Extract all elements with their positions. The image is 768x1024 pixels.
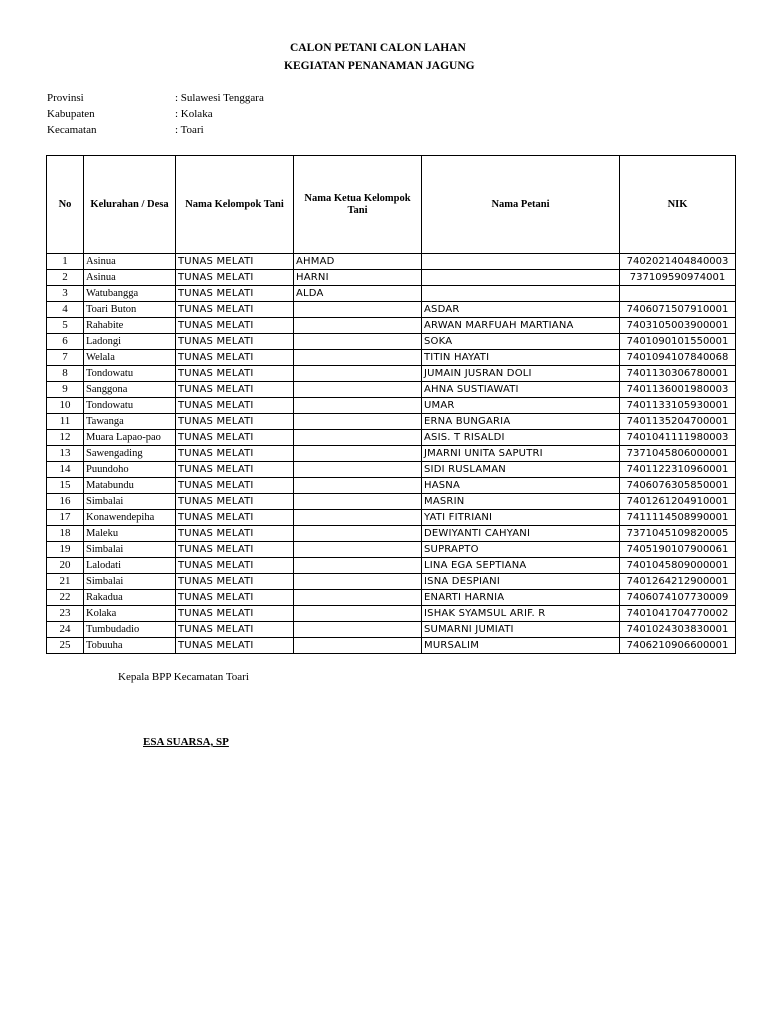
cell-desa: Simbalai [84, 494, 176, 510]
cell-desa: Simbalai [84, 542, 176, 558]
table-row [47, 302, 736, 318]
cell-kelompok: TUNAS MELATI [176, 430, 294, 446]
cell-kelompok: TUNAS MELATI [176, 382, 294, 398]
cell-ketua [294, 446, 422, 462]
cell-no: 3 [47, 286, 84, 302]
cell-kelompok: TUNAS MELATI [176, 478, 294, 494]
table-row [47, 478, 736, 494]
cell-ketua [294, 318, 422, 334]
kecamatan-value: : Toari [175, 124, 204, 136]
cell-ketua [294, 622, 422, 638]
cell-kelompok: TUNAS MELATI [176, 606, 294, 622]
table-row [47, 254, 736, 270]
cell-no: 8 [47, 366, 84, 382]
cell-no: 9 [47, 382, 84, 398]
cell-kelompok: TUNAS MELATI [176, 446, 294, 462]
cell-no: 15 [47, 478, 84, 494]
cell-ketua [294, 430, 422, 446]
cell-nik: 7401133105930001 [620, 398, 736, 414]
cell-kelompok: TUNAS MELATI [176, 254, 294, 270]
cell-desa: Rahabite [84, 318, 176, 334]
cell-desa: Kolaka [84, 606, 176, 622]
cell-ketua [294, 558, 422, 574]
cell-petani: AHNA SUSTIAWATI [422, 382, 620, 398]
cell-petani: ENARTI HARNIA [422, 590, 620, 606]
cell-no: 13 [47, 446, 84, 462]
cell-nik: 7401135204700001 [620, 414, 736, 430]
cell-ketua: HARNI [294, 270, 422, 286]
cell-nik: 7406074107730009 [620, 590, 736, 606]
cell-desa: Puundoho [84, 462, 176, 478]
cell-petani: ARWAN MARFUAH MARTIANA [422, 318, 620, 334]
cell-desa: Maleku [84, 526, 176, 542]
table-row [47, 606, 736, 622]
cell-nik: 7401041111980003 [620, 430, 736, 446]
cell-petani: UMAR [422, 398, 620, 414]
table-row [47, 462, 736, 478]
cell-nik: 7401024303830001 [620, 622, 736, 638]
cell-ketua [294, 398, 422, 414]
table-row [47, 334, 736, 350]
header-nik: NIK [620, 156, 736, 254]
cell-nik: 7406210906600001 [620, 638, 736, 654]
table-row [47, 638, 736, 654]
cell-no: 14 [47, 462, 84, 478]
cell-no: 21 [47, 574, 84, 590]
cell-desa: Watubangga [84, 286, 176, 302]
document-title-line2: KEGIATAN PENANAMAN JAGUNG [284, 60, 475, 72]
provinsi-value: : Sulawesi Tenggara [175, 92, 264, 104]
table-row [47, 558, 736, 574]
cell-petani [422, 270, 620, 286]
cell-kelompok: TUNAS MELATI [176, 398, 294, 414]
cell-no: 5 [47, 318, 84, 334]
cell-no: 24 [47, 622, 84, 638]
cell-no: 1 [47, 254, 84, 270]
cell-ketua [294, 606, 422, 622]
table-row [47, 270, 736, 286]
cell-petani: HASNA [422, 478, 620, 494]
cell-ketua [294, 350, 422, 366]
cell-ketua [294, 382, 422, 398]
table-row [47, 446, 736, 462]
table-row [47, 318, 736, 334]
cell-petani: ERNA BUNGARIA [422, 414, 620, 430]
cell-petani: SUMARNI JUMIATI [422, 622, 620, 638]
table-row [47, 398, 736, 414]
table-row [47, 430, 736, 446]
farmer-table [46, 155, 736, 654]
cell-kelompok: TUNAS MELATI [176, 558, 294, 574]
cell-nik: 7371045806000001 [620, 446, 736, 462]
header-ketua: Nama Ketua Kelompok Tani [294, 156, 422, 254]
cell-kelompok: TUNAS MELATI [176, 542, 294, 558]
signer-position: Kepala BPP Kecamatan Toari [118, 671, 249, 683]
cell-nik [620, 286, 736, 302]
cell-ketua [294, 478, 422, 494]
cell-no: 6 [47, 334, 84, 350]
header-petani: Nama Petani [422, 156, 620, 254]
kabupaten-label: Kabupaten [47, 108, 95, 120]
cell-petani: JMARNI UNITA SAPUTRI [422, 446, 620, 462]
cell-petani: ASIS. T RISALDI [422, 430, 620, 446]
cell-petani: MURSALIM [422, 638, 620, 654]
cell-desa: Tondowatu [84, 366, 176, 382]
cell-petani: SOKA [422, 334, 620, 350]
cell-petani: ISNA DESPIANI [422, 574, 620, 590]
cell-petani: YATI FITRIANI [422, 510, 620, 526]
cell-kelompok: TUNAS MELATI [176, 366, 294, 382]
cell-desa: Simbalai [84, 574, 176, 590]
cell-nik: 7401045809000001 [620, 558, 736, 574]
cell-kelompok: TUNAS MELATI [176, 414, 294, 430]
cell-desa: Lalodati [84, 558, 176, 574]
document-title-line1: CALON PETANI CALON LAHAN [290, 42, 466, 54]
cell-petani: SIDI RUSLAMAN [422, 462, 620, 478]
table-row [47, 382, 736, 398]
header-desa: Kelurahan / Desa [84, 156, 176, 254]
cell-kelompok: TUNAS MELATI [176, 462, 294, 478]
kabupaten-value: : Kolaka [175, 108, 213, 120]
cell-ketua [294, 334, 422, 350]
cell-ketua [294, 366, 422, 382]
cell-kelompok: TUNAS MELATI [176, 526, 294, 542]
cell-ketua [294, 414, 422, 430]
cell-kelompok: TUNAS MELATI [176, 270, 294, 286]
cell-nik: 7406076305850001 [620, 478, 736, 494]
cell-ketua [294, 462, 422, 478]
cell-petani: LINA EGA SEPTIANA [422, 558, 620, 574]
cell-kelompok: TUNAS MELATI [176, 638, 294, 654]
cell-nik: 7401090101550001 [620, 334, 736, 350]
cell-no: 16 [47, 494, 84, 510]
cell-desa: Tobuuha [84, 638, 176, 654]
cell-no: 22 [47, 590, 84, 606]
cell-ketua [294, 574, 422, 590]
cell-nik: 7405190107900061 [620, 542, 736, 558]
cell-nik: 7402021404840003 [620, 254, 736, 270]
cell-kelompok: TUNAS MELATI [176, 334, 294, 350]
table-row [47, 590, 736, 606]
cell-desa: Sawengading [84, 446, 176, 462]
cell-desa: Toari Buton [84, 302, 176, 318]
cell-ketua [294, 638, 422, 654]
cell-nik: 7401130306780001 [620, 366, 736, 382]
cell-petani: ISHAK SYAMSUL ARIF. R [422, 606, 620, 622]
table-row [47, 366, 736, 382]
cell-petani: DEWIYANTI CAHYANI [422, 526, 620, 542]
table-row [47, 510, 736, 526]
cell-desa: Tumbudadio [84, 622, 176, 638]
cell-nik: 737109590974001 [620, 270, 736, 286]
cell-no: 20 [47, 558, 84, 574]
cell-petani: ASDAR [422, 302, 620, 318]
cell-no: 12 [47, 430, 84, 446]
cell-nik: 7406071507910001 [620, 302, 736, 318]
cell-desa: Muara Lapao-pao [84, 430, 176, 446]
cell-petani: TITIN HAYATI [422, 350, 620, 366]
cell-desa: Sanggona [84, 382, 176, 398]
cell-no: 11 [47, 414, 84, 430]
cell-nik: 7401136001980003 [620, 382, 736, 398]
cell-nik: 7401041704770002 [620, 606, 736, 622]
cell-kelompok: TUNAS MELATI [176, 622, 294, 638]
cell-nik: 7401261204910001 [620, 494, 736, 510]
table-row [47, 574, 736, 590]
cell-no: 17 [47, 510, 84, 526]
cell-petani [422, 254, 620, 270]
table-row [47, 542, 736, 558]
cell-kelompok: TUNAS MELATI [176, 510, 294, 526]
cell-desa: Ladongi [84, 334, 176, 350]
cell-desa: Welala [84, 350, 176, 366]
cell-desa: Tondowatu [84, 398, 176, 414]
table-row [47, 414, 736, 430]
cell-kelompok: TUNAS MELATI [176, 318, 294, 334]
cell-ketua [294, 542, 422, 558]
cell-nik: 7411114508990001 [620, 510, 736, 526]
cell-no: 18 [47, 526, 84, 542]
cell-desa: Asinua [84, 270, 176, 286]
cell-petani [422, 286, 620, 302]
cell-kelompok: TUNAS MELATI [176, 574, 294, 590]
cell-desa: Matabundu [84, 478, 176, 494]
cell-petani: SUPRAPTO [422, 542, 620, 558]
cell-ketua: ALDA [294, 286, 422, 302]
cell-no: 25 [47, 638, 84, 654]
cell-desa: Tawanga [84, 414, 176, 430]
cell-kelompok: TUNAS MELATI [176, 286, 294, 302]
cell-desa: Konawendepiha [84, 510, 176, 526]
provinsi-label: Provinsi [47, 92, 84, 104]
cell-ketua [294, 526, 422, 542]
cell-petani: MASRIN [422, 494, 620, 510]
cell-ketua: AHMAD [294, 254, 422, 270]
cell-no: 10 [47, 398, 84, 414]
cell-nik: 7403105003900001 [620, 318, 736, 334]
cell-ketua [294, 302, 422, 318]
table-row [47, 622, 736, 638]
cell-kelompok: TUNAS MELATI [176, 302, 294, 318]
cell-ketua [294, 590, 422, 606]
cell-ketua [294, 510, 422, 526]
cell-kelompok: TUNAS MELATI [176, 350, 294, 366]
cell-no: 19 [47, 542, 84, 558]
table-row [47, 494, 736, 510]
cell-nik: 7401094107840068 [620, 350, 736, 366]
cell-petani: JUMAIN JUSRAN DOLI [422, 366, 620, 382]
cell-ketua [294, 494, 422, 510]
cell-no: 2 [47, 270, 84, 286]
cell-kelompok: TUNAS MELATI [176, 590, 294, 606]
cell-desa: Asinua [84, 254, 176, 270]
cell-no: 4 [47, 302, 84, 318]
cell-nik: 7401264212900001 [620, 574, 736, 590]
table-row [47, 286, 736, 302]
header-no: No [47, 156, 84, 254]
cell-no: 7 [47, 350, 84, 366]
cell-nik: 7401122310960001 [620, 462, 736, 478]
header-kelompok: Nama Kelompok Tani [176, 156, 294, 254]
table-row [47, 350, 736, 366]
signer-name: ESA SUARSA, SP [143, 736, 229, 748]
kecamatan-label: Kecamatan [47, 124, 97, 136]
cell-kelompok: TUNAS MELATI [176, 494, 294, 510]
table-row [47, 526, 736, 542]
table-header-row [47, 156, 736, 254]
cell-nik: 7371045109820005 [620, 526, 736, 542]
cell-no: 23 [47, 606, 84, 622]
cell-desa: Rakadua [84, 590, 176, 606]
